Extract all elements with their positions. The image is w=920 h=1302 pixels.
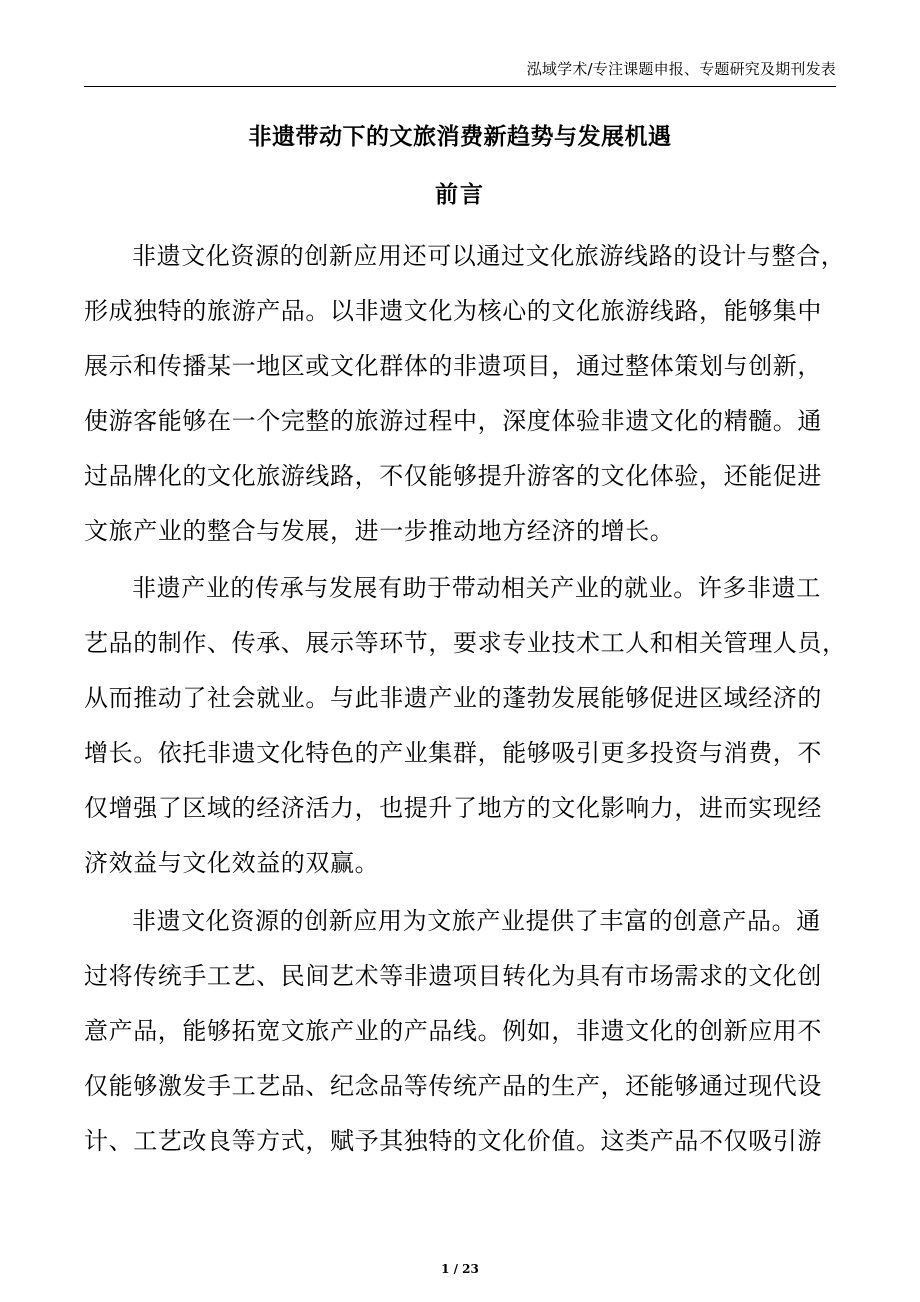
paragraph-2-line-6: 济效益与文化效益的双赢。	[84, 849, 380, 877]
paragraph-3-line-1: 非遗文化资源的创新应用为文旅产业提供了丰富的创意产品。通	[132, 907, 821, 935]
paragraph-2-line-1: 非遗产业的传承与发展有助于带动相关产业的就业。许多非遗工	[132, 574, 821, 602]
header-divider	[84, 86, 836, 87]
paragraph-2-line-2: 艺品的制作、传承、展示等环节，要求专业技术工人和相关管理人员，	[84, 629, 847, 657]
document-title: 非遗带动下的文旅消费新趋势与发展机遇	[248, 124, 672, 150]
paragraph-2-line-5: 仅增强了区域的经济活力，也提升了地方的文化影响力，进而实现经	[84, 794, 822, 822]
paragraph-2-line-4: 增长。依托非遗文化特色的产业集群，能够吸引更多投资与消费，不	[84, 739, 822, 767]
paragraph-3-line-5: 计、工艺改良等方式，赋予其独特的文化价值。这类产品不仅吸引游	[84, 1127, 822, 1155]
page-number: 1 / 23	[441, 1262, 479, 1276]
page-header: 泓域学术/专注课题申报、专题研究及期刊发表	[526, 60, 836, 78]
paragraph-1-line-5: 过品牌化的文化旅游线路，不仅能够提升游客的文化体验，还能促进	[84, 462, 822, 490]
paragraph-1-line-1: 非遗文化资源的创新应用还可以通过文化旅游线路的设计与整合，	[132, 242, 846, 270]
paragraph-1-line-4: 使游客能够在一个完整的旅游过程中，深度体验非遗文化的精髓。通	[84, 407, 822, 435]
paragraph-1-line-6: 文旅产业的整合与发展，进一步推动地方经济的增长。	[84, 517, 675, 545]
paragraph-1-line-2: 形成独特的旅游产品。以非遗文化为核心的文化旅游线路，能够集中	[84, 297, 822, 325]
paragraph-3-line-3: 意产品，能够拓宽文旅产业的产品线。例如，非遗文化的创新应用不	[84, 1017, 822, 1045]
section-heading: 前言	[435, 182, 485, 208]
paragraph-2-line-3: 从而推动了社会就业。与此非遗产业的蓬勃发展能够促进区域经济的	[84, 684, 822, 712]
paragraph-3-line-2: 过将传统手工艺、民间艺术等非遗项目转化为具有市场需求的文化创	[84, 962, 822, 990]
paragraph-1-line-3: 展示和传播某一地区或文化群体的非遗项目，通过整体策划与创新，	[84, 352, 822, 380]
paragraph-3-line-4: 仅能够激发手工艺品、纪念品等传统产品的生产，还能够通过现代设	[84, 1072, 822, 1100]
